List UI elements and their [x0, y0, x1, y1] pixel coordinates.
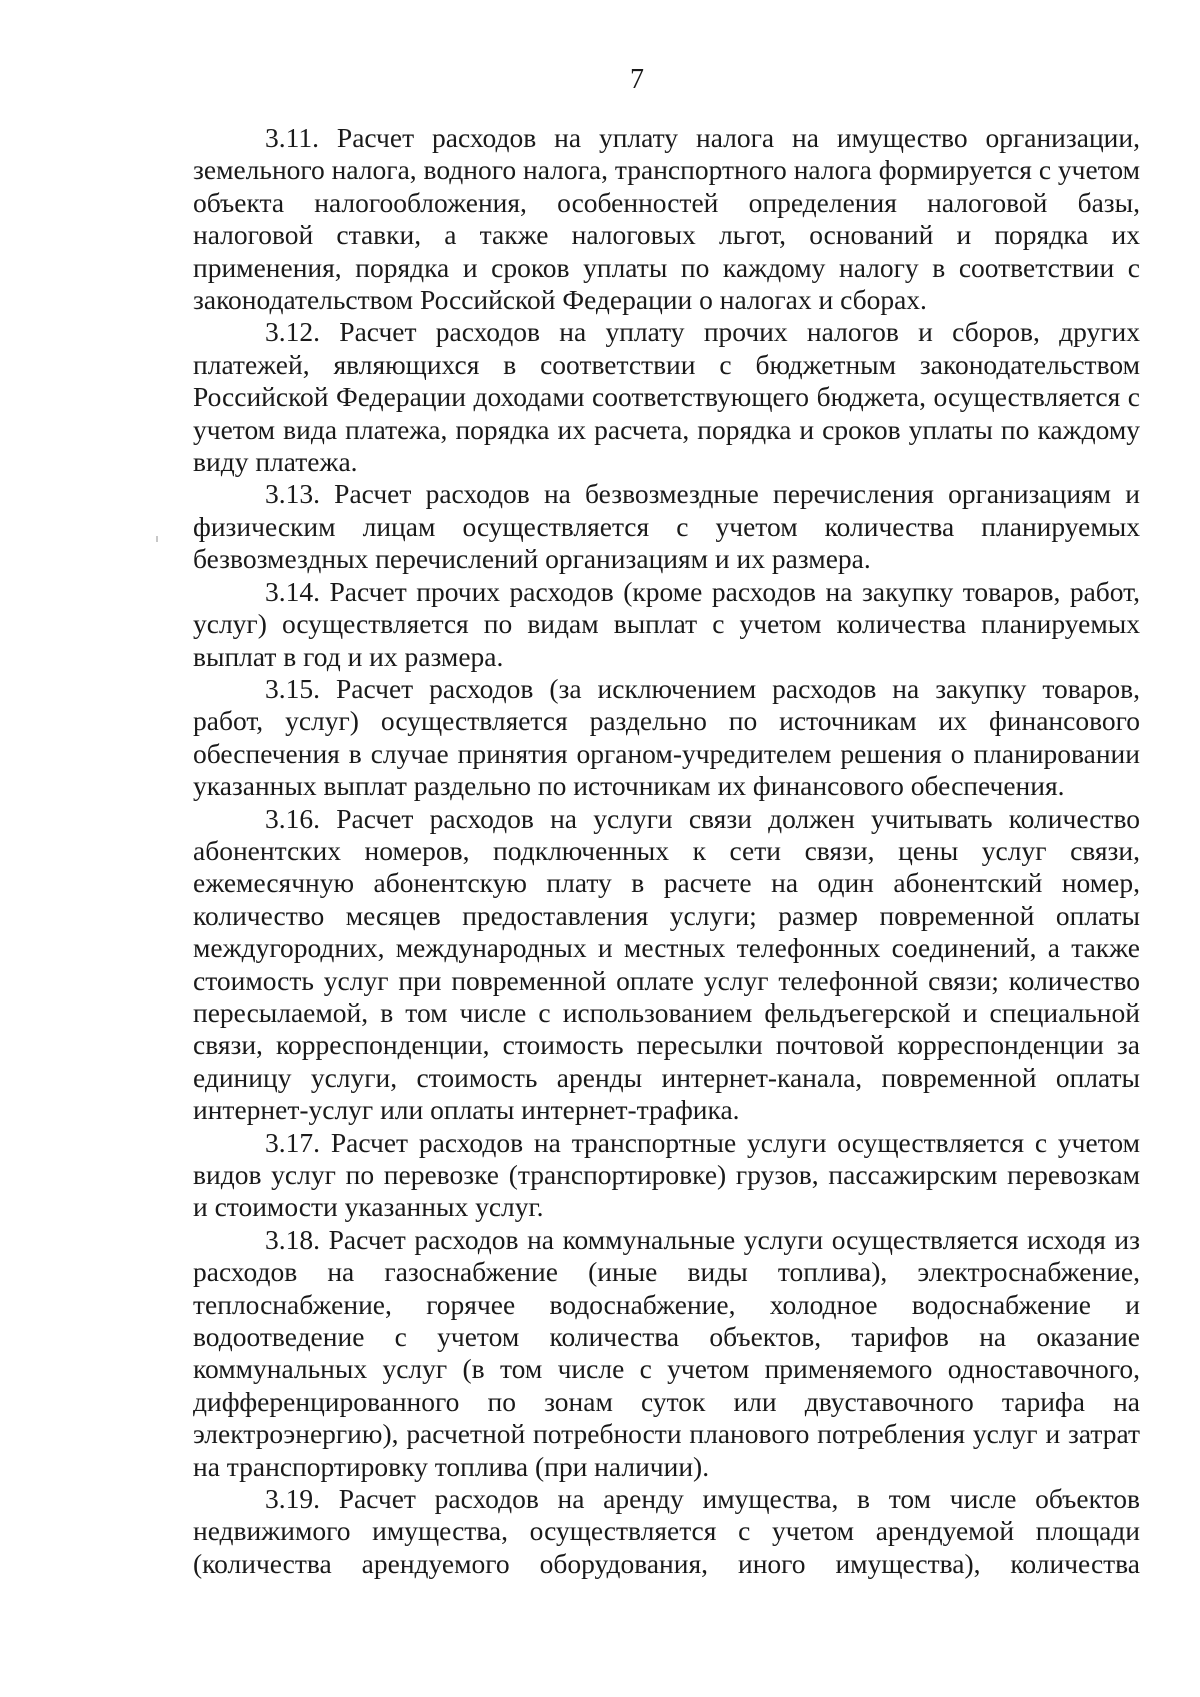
paragraph-3-19: 3.19. Расчет расходов на аренду имущества, в том числе объектов недвижимого имущества, осуществляется с учетом арендуемой площади (количества арендуемого оборудования, иного имущества), количества: [193, 1483, 1140, 1579]
page-number: 7: [630, 64, 644, 95]
paragraph-3-14: 3.14. Расчет прочих расходов (кроме расходов на закупку товаров, работ, услуг) осуществляется по видам выплат с учетом количества планируемых выплат в год и их размера.: [193, 575, 1140, 672]
paragraph-3-11: 3.11. Расчет расходов на уплату налога на имущество организации, земельного налога, водного налога, транспортного налога формируется с учетом объекта налогообложения, особенностей определения налоговой базы, налоговой ставки, а также налоговых льгот, оснований и порядка их применения, порядка и сроков уплаты по каждому налогу в соответствии с законодательством Российской Федерации о налогах и сборах.: [193, 122, 1140, 316]
paragraph-3-15: 3.15. Расчет расходов (за исключением расходов на закупку товаров, работ, услуг) осуществляется раздельно по источникам их финансового обеспечения в случае принятия органом-учредителем решения о планировании указанных выплат раздельно по источникам их финансового обеспечения.: [193, 672, 1140, 802]
paragraph-3-18: 3.18. Расчет расходов на коммунальные услуги осуществляется исходя из расходов на газоснабжение (иные виды топлива), электроснабжение, теплоснабжение, горячее водоснабжение, холодное водоснабжение и водоотведение с учетом количества объектов, тарифов на оказание коммунальных услуг (в том числе с учетом применяемого одноставочного, дифференцированного по зонам суток или двуставочного тарифа на электроэнергию), расчетной потребности планового потребления услуг и затрат на транспортировку топлива (при наличии).: [193, 1223, 1140, 1482]
paragraph-3-17: 3.17. Расчет расходов на транспортные услуги осуществляется с учетом видов услуг по перевозке (транспортировке) грузов, пассажирским перевозкам и стоимости указанных услуг.: [193, 1126, 1140, 1223]
paragraph-3-12: 3.12. Расчет расходов на уплату прочих налогов и сборов, других платежей, являющихся в соответствии с бюджетным законодательством Российской Федерации доходами соответствующего бюджета, осуществляется с учетом вида платежа, порядка их расчета, порядка и сроков уплаты по каждому виду платежа.: [193, 316, 1140, 478]
paragraph-3-13: 3.13. Расчет расходов на безвозмездные перечисления организациям и физическим лицам осуществляется с учетом количества планируемых безвозмездных перечислений организациям и их размера.: [193, 478, 1140, 575]
paragraph-3-16: 3.16. Расчет расходов на услуги связи должен учитывать количество абонентских номеров, подключенных к сети связи, цены услуг связи, ежемесячную абонентскую плату в расчете на один абонентский номер, количество месяцев предоставления услуги; размер повременной оплаты междугородних, международных и местных телефонных соединений, а также стоимость услуг при повременной оплате услуг телефонной связи; количество пересылаемой, в том числе с использованием фельдъегерской и специальной связи, корреспонденции, стоимость пересылки почтовой корреспонденции за единицу услуги, стоимость аренды интернет-канала, повременной оплаты интернет-услуг или оплаты интернет-трафика.: [193, 802, 1140, 1126]
document-body: [193, 122, 1140, 1580]
scan-artifact: [156, 536, 158, 542]
